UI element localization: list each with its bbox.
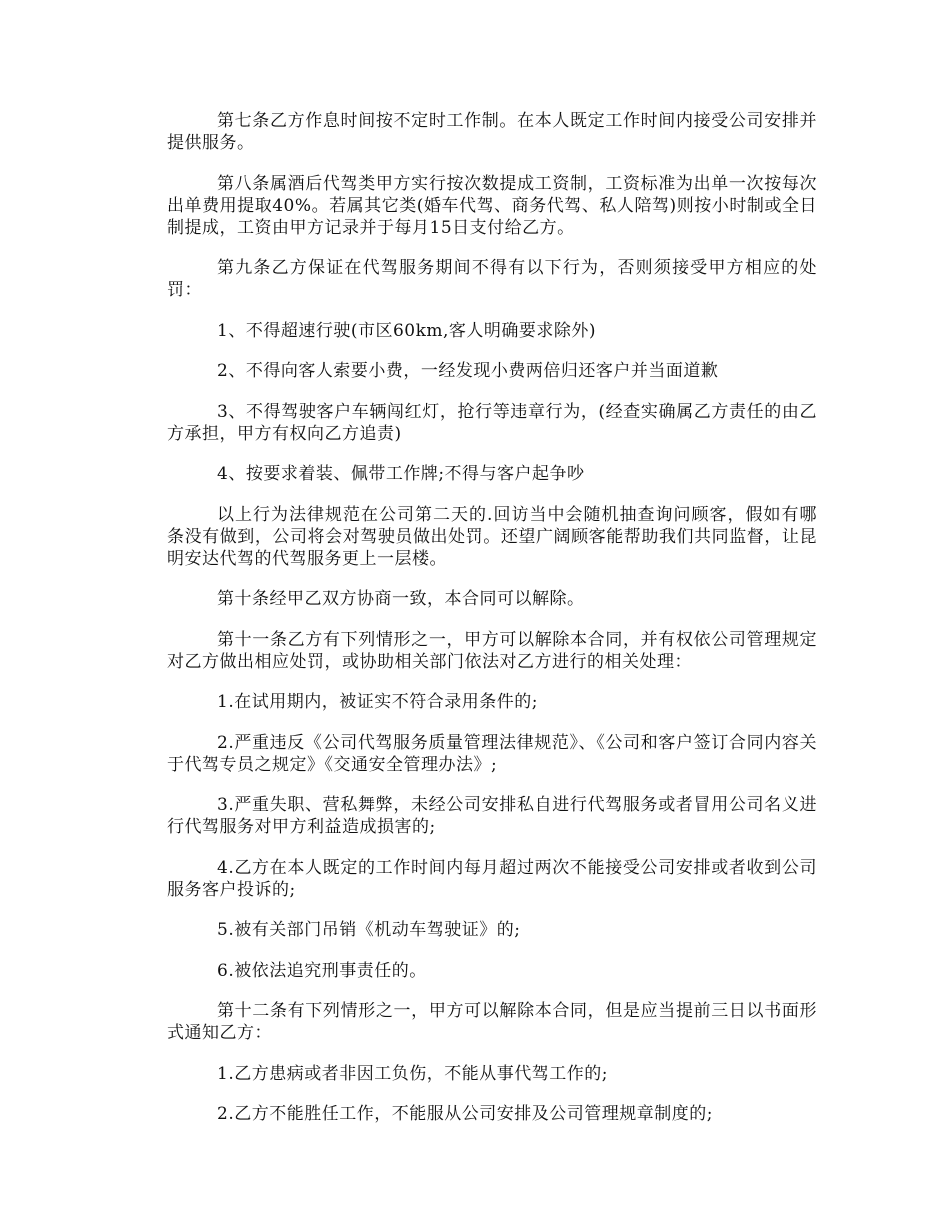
document-body (167, 110, 817, 1144)
clause-11-item-4: 4.乙方在本人既定的工作时间内每月超过两次不能接受公司安排或者收到公司服务客户投诉的; (167, 857, 817, 900)
clause-9-item-2: 2、不得向客人索要小费，一经发现小费两倍归还客户并当面道歉 (217, 361, 719, 381)
clause-10-paragraph: 第十条经甲乙双方协商一致，本合同可以解除。 (217, 589, 585, 609)
clause-7-paragraph: 第七条乙方作息时间按不定时工作制。在本人既定工作时间内接受公司安排并提供服务。 (167, 111, 817, 153)
clause-11-item-3: 3.严重失职、营私舞弊，未经公司安排私自进行代驾服务或者冒用公司名义进行代驾服务对甲方利益造成损害的; (167, 795, 817, 837)
clause-11-item-2: 2.严重违反《公司代驾服务质量管理法律规范》、《公司和客户签订合同内容关于代驾专员之规定》《交通安全管理办法》; (167, 732, 817, 775)
supervision-paragraph: 以上行为法律规范在公司第二天的.回访当中会随机抽查询问顾客，假如有哪条没有做到，公司将会对驾驶员做出处罚。还望广阔顾客能帮助我们共同监督，让昆明安达代驾的代驾服务更上一层楼。 (167, 504, 817, 569)
clause-11-paragraph: 第十一条乙方有下列情形之一，甲方可以解除本合同，并有权依公司管理规定对乙方做出相应处罚，或协助相关部门依法对乙方进行的相关处理： (167, 629, 817, 672)
clause-9-paragraph: 第九条乙方保证在代驾服务期间不得有以下行为，否则须接受甲方相应的处罚： (167, 258, 817, 300)
clause-12-paragraph: 第十二条有下列情形之一，甲方可以解除本合同，但是应当提前三日以书面形式通知乙方： (167, 1001, 817, 1043)
clause-9-item-4: 4、按要求着装、佩带工作牌;不得与客户起争吵 (217, 464, 585, 484)
clause-9-item-1: 1、不得超速行驶(市区60km,客人明确要求除外) (217, 320, 597, 341)
clause-11-item-1: 1.在试用期内，被证实不符合录用条件的; (217, 692, 538, 712)
clause-12-item-2: 2.乙方不能胜任工作，不能服从公司安排及公司管理规章制度的; (217, 1104, 713, 1124)
clause-11-item-5: 5.被有关部门吊销《机动车驾驶证》的; (217, 920, 521, 940)
clause-9-item-3: 3、不得驾驶客户车辆闯红灯，抢行等违章行为，(经查实确属乙方责任的由乙方承担，甲方有权向乙方追责) (167, 401, 817, 444)
clause-11-item-6: 6.被依法追究刑事责任的。 (217, 960, 427, 981)
clause-8-paragraph: 第八条属酒后代驾类甲方实行按次数提成工资制，工资标准为出单一次按每次出单费用提取40%。若属其它类(婚车代驾、商务代驾、私人陪驾)则按小时制或全日制提成，工资由甲方记录并于每月15日支付给乙方。 (167, 173, 817, 238)
clause-12-item-1: 1.乙方患病或者非因工负伤，不能从事代驾工作的; (217, 1063, 608, 1084)
